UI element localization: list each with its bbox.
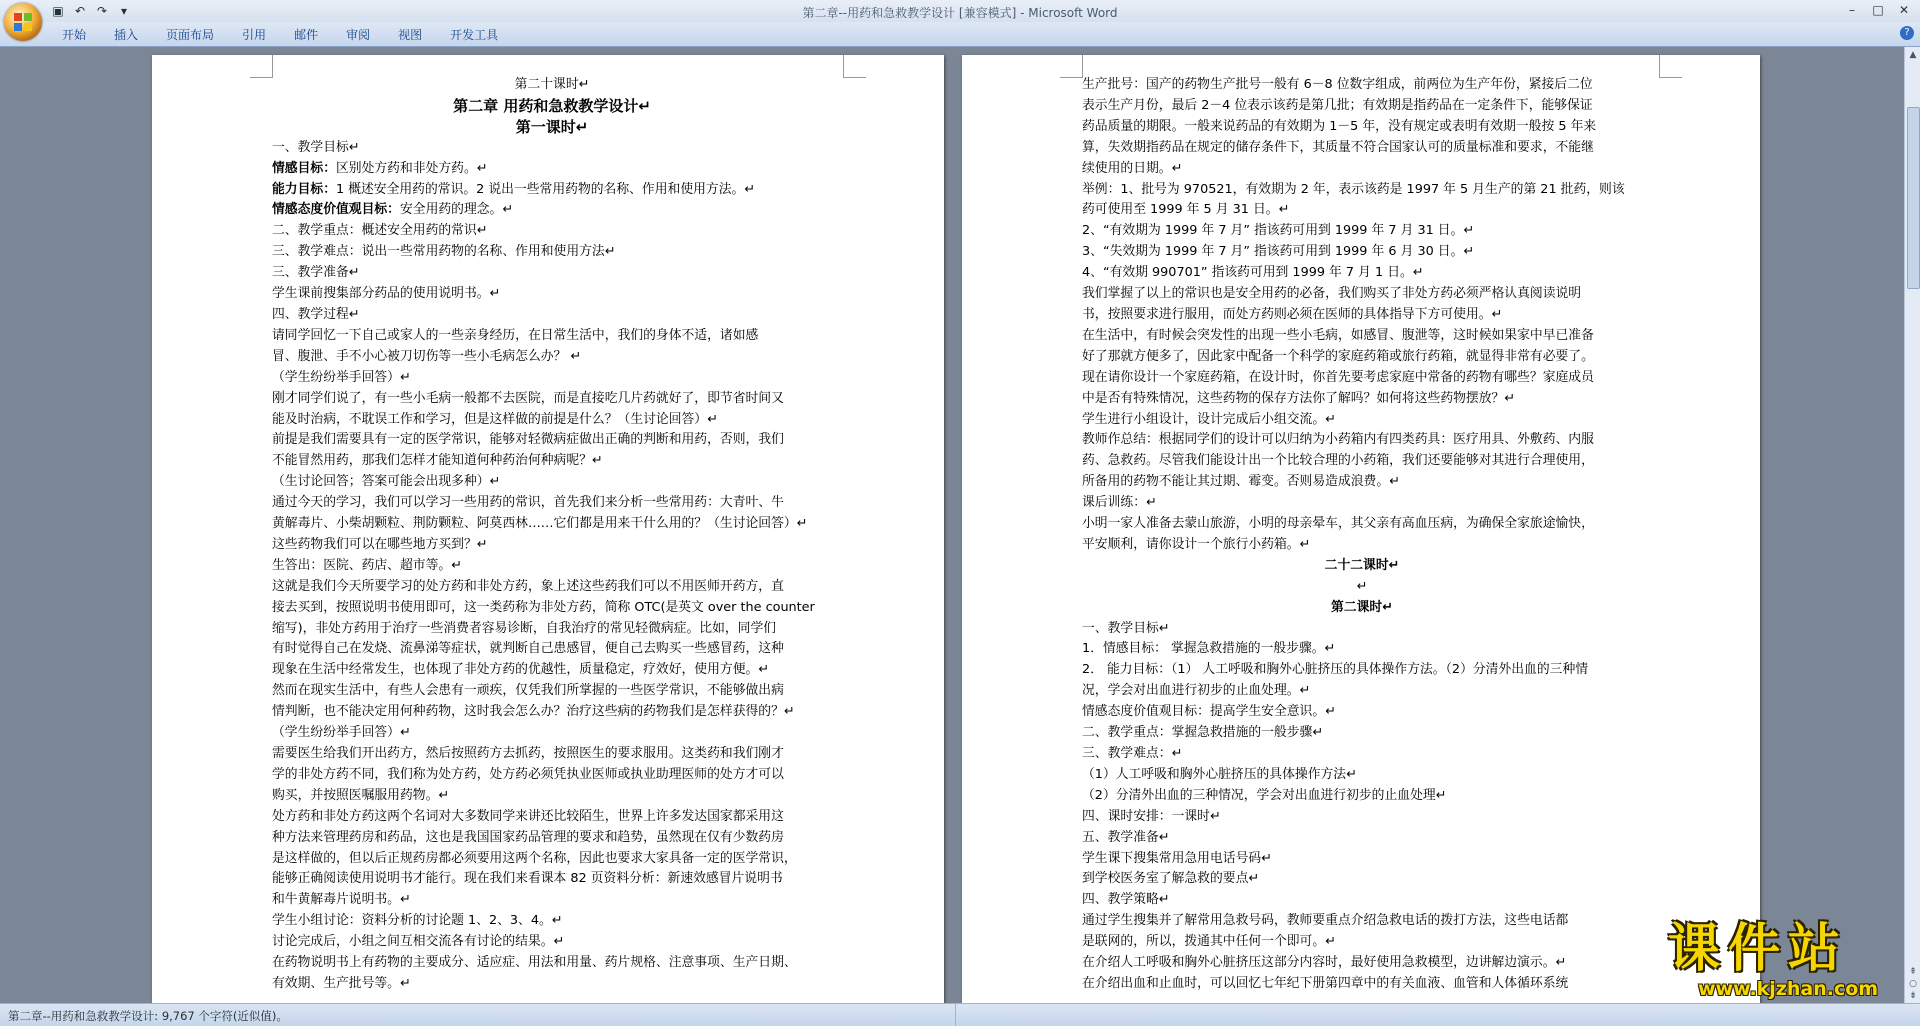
office-button[interactable] <box>4 3 42 41</box>
text-line: 2、“有效期为 1999 年 7 月” 指该药可用到 1999 年 7 月 31 日。↵ <box>1082 223 1475 239</box>
status-divider <box>955 1004 956 1026</box>
text-line: 然而在现实生活中，有些人会患有一顽疾，仅凭我们所掌握的一些医学常识，不能够做出病 <box>272 683 784 699</box>
text-line: 药品质量的期限。一般来说药品的有效期为 1－5 年，没有规定或表明有效期一般按 5 年来 <box>1082 118 1597 134</box>
text-line <box>272 200 832 221</box>
bold-lead: 情感态度价值观目标： <box>272 202 400 218</box>
text-line: 小明一家人准备去蒙山旅游，小明的母亲晕车，其父亲有高血压病，为确保全家旅途愉快， <box>1082 516 1594 532</box>
scrollbar-thumb[interactable] <box>1907 107 1920 289</box>
status-bar <box>0 1003 1920 1026</box>
ribbon-tab[interactable]: 引用 <box>242 28 267 42</box>
minimize-button[interactable]: – <box>1849 3 1855 17</box>
text-line: 请同学回忆一下自己或家人的一些亲身经历，在日常生活中，我们的身体不适，诸如感 <box>272 327 759 343</box>
text-line: （2）分清外出血的三种情况，学会对出血进行初步的止血处理↵ <box>1082 787 1447 803</box>
text-line: 和牛黄解毒片说明书。↵ <box>272 892 411 908</box>
ribbon-tabs <box>48 27 512 43</box>
text-line: 情判断，也不能决定用何种药物，这时我会怎么办？治疗这些病的药物我们是怎样获得的？↵ <box>272 704 795 720</box>
vertical-scrollbar[interactable] <box>1904 47 1920 1003</box>
text-line: 学生课下搜集常用急用电话号码↵ <box>1082 850 1272 866</box>
text-line: 续使用的日期。↵ <box>1082 160 1183 176</box>
text-line: 刚才同学们说了，有一些小毛病一般都不去医院，而是直接吃几片药就好了，即节省时间又 <box>272 390 784 406</box>
text-line: 好了那就方便多了，因此家中配备一个科学的家庭药箱或旅行药箱，就显得非常有必要了。 <box>1082 348 1594 364</box>
text-line <box>272 159 832 180</box>
text-line: 这些药物我们可以在哪些地方买到？↵ <box>272 536 488 552</box>
maximize-button[interactable]: □ <box>1872 3 1884 17</box>
text-line: 在介绍人工呼吸和胸外心脏挤压这部分内容时，最好使用急救模型，边讲解边演示。↵ <box>1082 955 1567 971</box>
crop-mark <box>1060 55 1083 78</box>
document-workspace[interactable] <box>0 47 1904 1003</box>
select-browse-icon[interactable]: ○ <box>1909 979 1917 989</box>
window-title: 第二章--用药和急救教学设计 [兼容模式] - Microsoft Word <box>802 6 1118 20</box>
ribbon-tab[interactable]: 视图 <box>398 28 423 42</box>
text-line: 到学校医务室了解急救的要点↵ <box>1082 871 1260 887</box>
document-page-right[interactable] <box>962 55 1760 1003</box>
text-line: 通过今天的学习，我们可以学习一些用药的常识，首先我们来分析一些常用药：大青叶、牛 <box>272 495 784 511</box>
page-text-left <box>272 75 832 995</box>
text-line: 书，按照要求进行服用，而处方药则必须在医师的具体指导下方可使用。↵ <box>1082 306 1503 322</box>
text-line: 现在请你设计一个家庭药箱，在设计时，你首先要考虑家庭中常备的药物有哪些？家庭成员 <box>1082 369 1594 385</box>
text-line: 2． 能力目标：（1） 人工呼吸和胸外心脏挤压的具体操作方法。（2）分清外出血的三种情 <box>1082 662 1589 678</box>
text-line: 能够正确阅读使用说明书才能行。现在我们来看课本 82 页资料分析：新速效感冒片说明书 <box>272 871 783 887</box>
ribbon-tab[interactable]: 开始 <box>62 28 87 42</box>
ribbon-tab[interactable]: 页面布局 <box>166 28 215 42</box>
text-line: 我们掌握了以上的常识也是安全用药的必备，我们购买了非处方药必须严格认真阅读说明 <box>1082 286 1582 302</box>
office-logo-icon <box>13 12 33 32</box>
text-line: 一、教学目标↵ <box>1082 620 1170 636</box>
text-line: 情感态度价值观目标：提高学生安全意识。↵ <box>1082 704 1336 720</box>
text-line: 课后训练：↵ <box>1082 495 1157 511</box>
text-line: 在介绍出血和止血时，可以回忆七年纪下册第四章中的有关血液、血管和人体循环系统 <box>1082 975 1569 991</box>
text-line: 需要医生给我们开出药方，然后按照药方去抓药，按照医生的要求服用。这类药和我们刚才 <box>272 746 784 761</box>
page-text-right <box>1082 75 1642 995</box>
text-line: 有时觉得自己在发烧、流鼻涕等症状，就判断自己患感冒，便自己去购买一些感冒药，这种 <box>272 641 784 657</box>
text-line: 处方药和非处方药这两个名词对大多数同学来讲还比较陌生，世界上许多发达国家都采用这 <box>272 808 784 824</box>
next-page-icon[interactable]: ⇟ <box>1909 991 1917 1001</box>
text-line: 这就是我们今天所要学习的处方药和非处方药，象上述这些药我们可以不用医师开药方，直 <box>272 578 784 594</box>
text-line: 二、教学重点：概述安全用药的常识↵ <box>272 223 488 239</box>
text-line: 举例：1、批号为 970521，有效期为 2 年，表示该药是 1997 年 5 月生产的第 21 批药，则该 <box>1082 181 1625 197</box>
text-line: 生答出：医院、药店、超市等。↵ <box>272 557 462 573</box>
window-controls <box>1840 2 1916 19</box>
line-rest: 1 概述安全用药的常识。2 说出一些常用药物的名称、作用和使用方法。↵ <box>335 181 756 197</box>
ribbon-tab[interactable]: 开发工具 <box>450 28 499 42</box>
document-page-left[interactable] <box>152 55 944 1003</box>
text-line: 三、教学准备↵ <box>272 265 360 281</box>
text-line: 教师作总结：根据同学们的设计可以归纳为小药箱内有四类药具：医疗用具、外敷药、内服 <box>1082 432 1594 448</box>
text-line: （学生纷纷举手回答）↵ <box>272 725 411 741</box>
crop-mark <box>250 55 273 78</box>
bold-lead: 能力目标： <box>272 181 336 197</box>
text-line: （1）人工呼吸和胸外心脏挤压的具体操作方法↵ <box>1082 766 1357 782</box>
crop-mark <box>1659 55 1682 78</box>
text-line: 通过学生搜集并了解常用急救号码，教师要重点介绍急救电话的拨打方法，这些电话都 <box>1082 913 1569 929</box>
text-line: 能及时治病，不耽误工作和学习，但是这样做的前提是什么？（生讨论回答）↵ <box>272 411 718 427</box>
text-line <box>272 180 832 201</box>
text-line: 第二十课时↵ <box>514 77 590 92</box>
text-line: 在药物说明书上有药物的主要成分、适应症、用法和用量、药片规格、注意事项、生产日期、 <box>272 955 797 971</box>
text-line: 三、教学难点：说出一些常用药物的名称、作用和使用方法↵ <box>272 244 616 260</box>
ribbon-tab[interactable]: 插入 <box>114 28 139 42</box>
text-line: 四、教学过程↵ <box>272 306 360 322</box>
text-line: 购买，并按照医嘱服用药物。↵ <box>272 787 450 803</box>
text-line: 黄解毒片、小柴胡颗粒、荆防颗粒、阿莫西林……它们都是用来干什么用的？（生讨论回答）↵ <box>272 516 808 532</box>
line-rest: 区别处方药和非处方药。↵ <box>335 160 488 176</box>
ribbon <box>0 22 1920 47</box>
text-line: 第一课时↵ <box>515 117 589 136</box>
text-line: 讨论完成后，小组之间互相交流各有讨论的结果。↵ <box>272 934 565 950</box>
text-line: 五、教学准备↵ <box>1082 829 1170 845</box>
text-line: 1．情感目标： 掌握急救措施的一般步骤。↵ <box>1082 641 1336 657</box>
text-line: 3、“失效期为 1999 年 7 月” 指该药可用到 1999 年 6 月 30 日。↵ <box>1082 244 1475 260</box>
text-line: 学的非处方药不同，我们称为处方药，处方药必须凭执业医师或执业助理医师的处方才可以 <box>272 766 784 782</box>
text-line: （生讨论回答；答案可能会出现多种）↵ <box>272 474 501 490</box>
bold-lead: 情感目标： <box>272 160 336 176</box>
watermark-url: www.kjzhan.com <box>1698 978 1879 1000</box>
text-line: 所备用的药物不能让其过期、霉变。否则易造成浪费。↵ <box>1082 474 1400 490</box>
ribbon-tab[interactable]: 审阅 <box>346 28 371 42</box>
text-line: 药、急救药。尽管我们能设计出一个比较合理的小药箱，我们还要能够对其进行合理使用， <box>1082 453 1594 469</box>
text-line: 4、“有效期 990701” 指该药可用到 1999 年 7 月 1 日。↵ <box>1082 265 1424 281</box>
text-line: （学生纷纷举手回答）↵ <box>272 369 411 385</box>
text-line: 四、教学策略↵ <box>1082 892 1170 908</box>
qat-more-icon[interactable]: ▾ <box>120 4 128 18</box>
text-line: 不能冒然用药，那我们怎样才能知道何种药治何种病呢？↵ <box>272 453 603 469</box>
text-line: 一、教学目标↵ <box>272 139 360 155</box>
watermark <box>1668 920 1898 1000</box>
text-line: 是联网的，所以，拨通其中任何一个即可。↵ <box>1082 934 1336 950</box>
text-line: 在生活中，有时候会突发性的出现一些小毛病，如感冒、腹泄等，这时候如果家中早已准备 <box>1082 327 1594 343</box>
text-line: 是这样做的，但以后正规药房都必须要用这两个名称，因此也要求大家具备一定的医学常识， <box>272 850 797 866</box>
text-line: 三、教学难点：↵ <box>1082 746 1183 761</box>
text-line: 况，学会对出血进行初步的止血处理。↵ <box>1082 683 1311 699</box>
prev-page-icon[interactable]: ⇞ <box>1909 967 1917 977</box>
text-line: 学生课前搜集部分药品的使用说明书。↵ <box>272 286 501 302</box>
status-text: 第二章--用药和急救教学设计: 9,767 个字符(近似值)。 <box>8 1009 288 1023</box>
text-line: 学生进行小组设计，设计完成后小组交流。↵ <box>1082 411 1336 427</box>
text-line: 中是否有特殊情况，这些药物的保存方法你了解吗？如何将这些药物摆放？↵ <box>1082 390 1516 406</box>
text-line: 学生小组讨论：资料分析的讨论题 1、2、3、4。↵ <box>272 913 563 929</box>
text-line: 冒、腹泄、手不小心被刀切伤等一些小毛病怎么办？ ↵ <box>272 348 582 364</box>
title-bar <box>0 0 1920 22</box>
text-line: 接去买到，按照说明书使用即可，这一类药称为非处方药，简称 OTC(是英文 over the counter <box>272 599 815 615</box>
text-line: 二十二课时↵ <box>1324 557 1400 573</box>
crop-mark <box>843 55 866 78</box>
text-line: 种方法来管理药房和药品，这也是我国国家药品管理的要求和趋势，虽然现在仅有少数药房 <box>272 829 784 845</box>
text-line: 四、课时安排：一课时↵ <box>1082 808 1221 824</box>
text-line: 前提是我们需要具有一定的医学常识，能够对轻微病症做出正确的判断和用药，否则，我们 <box>272 432 784 448</box>
text-line: 算，失效期指药品在规定的储存条件下，其质量不符合国家认可的质量标准和要求，不能继 <box>1082 139 1594 155</box>
scroll-up-icon[interactable]: ▲ <box>1909 50 1917 60</box>
save-icon[interactable]: ▣ <box>52 4 64 18</box>
text-line: ↵ <box>1356 578 1368 594</box>
text-line: 缩写)，非处方药用于治疗一些消费者容易诊断，自我治疗的常见轻微病症。比如，同学们 <box>272 620 777 636</box>
text-line: 第二课时↵ <box>1331 599 1393 615</box>
ribbon-tab[interactable]: 邮件 <box>294 28 319 42</box>
undo-icon[interactable]: ↶ <box>74 4 86 18</box>
text-line: 第二章 用药和急救教学设计↵ <box>453 96 651 115</box>
text-line: 二、教学重点：掌握急救措施的一般步骤↵ <box>1082 725 1324 741</box>
text-line: 有效期、生产批号等。↵ <box>272 975 411 991</box>
redo-icon[interactable]: ↷ <box>96 4 108 18</box>
help-icon[interactable]: ? <box>1900 26 1914 40</box>
text-line: 现象在生活中经常发生，也体现了非处方药的优越性，质量稳定，疗效好，使用方便。↵ <box>272 662 770 678</box>
text-line: 药可使用至 1999 年 5 月 31 日。↵ <box>1082 202 1290 218</box>
watermark-logo-text: 课件站 <box>1668 919 1849 979</box>
close-button[interactable]: ✕ <box>1898 3 1910 17</box>
text-line: 生产批号：国产的药物生产批号一般有 6－8 位数字组成，前两位为生产年份，紧接后二位 <box>1082 77 1593 92</box>
text-line: 平安顺利，请你设计一个旅行小药箱。↵ <box>1082 536 1311 552</box>
line-rest: 安全用药的理念。↵ <box>399 202 514 218</box>
text-line: 表示生产月份，最后 2－4 位表示该药是第几批；有效期是指药品在一定条件下，能够保证 <box>1082 97 1593 113</box>
